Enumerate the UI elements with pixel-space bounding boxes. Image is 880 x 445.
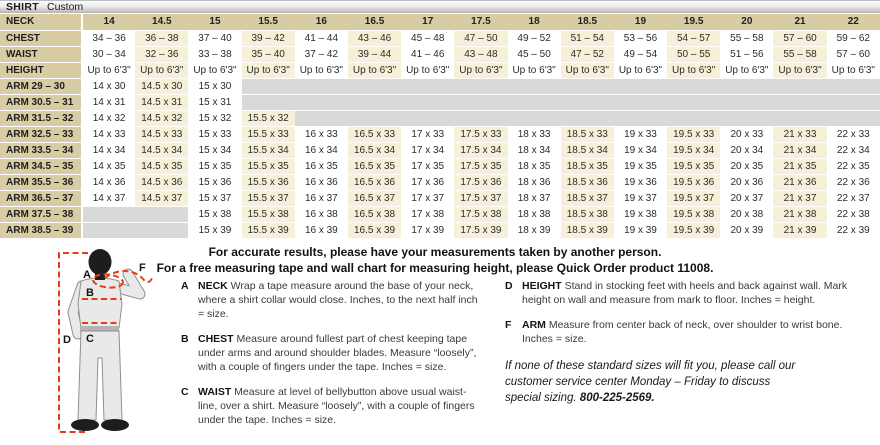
empty-cell — [773, 110, 826, 126]
size-cell: 17 x 34 — [401, 142, 454, 158]
size-table-row — [0, 78, 880, 94]
measuring-instructions-section — [0, 240, 880, 445]
size-cell: Up to 6'3" — [720, 62, 773, 78]
size-cell: 19.5 x 35 — [667, 158, 720, 174]
figure-label-arm: F — [139, 261, 146, 274]
size-cell: 50 – 55 — [667, 46, 720, 62]
row-label: ARM 34.5 – 35 — [0, 158, 82, 174]
size-cell: 19.5 x 38 — [667, 206, 720, 222]
size-cell: Up to 6'3" — [188, 62, 241, 78]
size-cell: 37 – 42 — [295, 46, 348, 62]
size-cell: 14 x 37 — [82, 190, 135, 206]
size-cell: 16.5 x 37 — [348, 190, 401, 206]
size-cell: 49 – 54 — [614, 46, 667, 62]
size-cell: 14.5 x 37 — [135, 190, 188, 206]
size-cell: 22 x 36 — [827, 174, 880, 190]
intro-line-2: For a free measuring tape and wall chart for measuring height, please Quick Order product 11008. — [156, 260, 714, 275]
figure-label-neck: A — [83, 268, 91, 281]
instruction-text: Measure around fullest part of chest keeping tape under arms and around shoulder blades. Measure “loosely”, with a couple of fingers under the tape. Inches = size. — [198, 332, 477, 373]
size-cell: 16 x 34 — [295, 142, 348, 158]
size-cell: 18.5 x 37 — [561, 190, 614, 206]
size-cell: 15 x 35 — [188, 158, 241, 174]
size-cell: 14 x 30 — [82, 78, 135, 94]
size-cell: 15.5 x 36 — [242, 174, 295, 190]
size-cell: Up to 6'3" — [135, 62, 188, 78]
size-cell: 59 – 62 — [827, 30, 880, 46]
size-cell: 14.5 x 30 — [135, 78, 188, 94]
empty-cell — [295, 78, 348, 94]
special-sizing-note — [505, 358, 800, 406]
instruction-term: WAIST — [198, 385, 235, 398]
empty-cell — [667, 94, 720, 110]
size-cell: 14 x 35 — [82, 158, 135, 174]
size-cell: 16 x 37 — [295, 190, 348, 206]
size-cell: 14 x 34 — [82, 142, 135, 158]
size-cell: 15.5 x 37 — [242, 190, 295, 206]
size-cell: 17 x 39 — [401, 222, 454, 238]
size-cell: 18.5 x 33 — [561, 126, 614, 142]
size-cell: 20 x 33 — [720, 126, 773, 142]
empty-cell — [295, 110, 348, 126]
size-cell: 21 x 37 — [773, 190, 826, 206]
instruction-letter: B — [181, 332, 189, 345]
size-cell: 15 x 30 — [188, 78, 241, 94]
size-cell: 16.5 x 33 — [348, 126, 401, 142]
size-cell: 19.5 x 33 — [667, 126, 720, 142]
neck-size-header: 21 — [773, 14, 826, 30]
figure-label-waist: C — [86, 332, 94, 345]
size-cell: 20 x 36 — [720, 174, 773, 190]
size-cell: 14.5 x 36 — [135, 174, 188, 190]
size-cell: 17 x 36 — [401, 174, 454, 190]
size-cell: 15 x 38 — [188, 206, 241, 222]
size-cell: 21 x 33 — [773, 126, 826, 142]
size-cell: 18 x 35 — [508, 158, 561, 174]
empty-cell — [295, 94, 348, 110]
size-table-row — [0, 62, 880, 78]
size-cell: 18 x 37 — [508, 190, 561, 206]
empty-cell — [827, 110, 880, 126]
size-cell: 15 x 34 — [188, 142, 241, 158]
size-cell: Up to 6'3" — [561, 62, 614, 78]
size-cell: Up to 6'3" — [295, 62, 348, 78]
size-cell: 15 x 32 — [188, 110, 241, 126]
size-cell: 16 x 38 — [295, 206, 348, 222]
empty-cell — [667, 110, 720, 126]
size-cell: 17.5 x 36 — [454, 174, 507, 190]
empty-cell — [561, 110, 614, 126]
neck-size-header: 16.5 — [348, 14, 401, 30]
empty-cell — [348, 94, 401, 110]
size-table-row — [0, 142, 880, 158]
size-cell: Up to 6'3" — [667, 62, 720, 78]
size-table-row — [0, 158, 880, 174]
size-cell: 15.5 x 39 — [242, 222, 295, 238]
size-table-row — [0, 174, 880, 190]
instruction-text: Stand in stocking feet with heels and back against wall. Mark height on wall and measure from mark to floor. Inches = height. — [522, 279, 848, 306]
row-label: ARM 32.5 – 33 — [0, 126, 82, 142]
neck-size-header: 14.5 — [135, 14, 188, 30]
size-table-row — [0, 206, 880, 222]
figure-waistband — [80, 326, 119, 331]
instruction-text: Measure at level of bellybutton above usual waist-line, over a shirt. Measure “loosely”, with a couple of fingers under the tape. Inches = size. — [198, 385, 475, 426]
size-cell: 18.5 x 39 — [561, 222, 614, 238]
row-label: HEIGHT — [0, 62, 82, 78]
size-cell: 17.5 x 35 — [454, 158, 507, 174]
size-cell: 21 x 38 — [773, 206, 826, 222]
size-cell: 41 – 46 — [401, 46, 454, 62]
definitions-column-right — [505, 279, 873, 406]
empty-cell — [827, 94, 880, 110]
measurement-instruction-waist — [181, 385, 483, 427]
instruction-letter: C — [181, 385, 189, 398]
empty-cell — [773, 78, 826, 94]
empty-cell — [348, 110, 401, 126]
size-cell: 17 x 38 — [401, 206, 454, 222]
size-cell: 53 – 56 — [614, 30, 667, 46]
figure-right-shoe — [101, 419, 129, 431]
neck-size-header: 20 — [720, 14, 773, 30]
size-table-row — [0, 94, 880, 110]
size-cell: 34 – 36 — [82, 30, 135, 46]
size-cell: 21 x 36 — [773, 174, 826, 190]
size-cell: 19 x 34 — [614, 142, 667, 158]
size-cell: 15.5 x 33 — [242, 126, 295, 142]
size-cell: 16 x 35 — [295, 158, 348, 174]
size-cell: 17 x 37 — [401, 190, 454, 206]
size-cell: 15 x 31 — [188, 94, 241, 110]
size-cell: 20 x 34 — [720, 142, 773, 158]
size-cell: 17.5 x 39 — [454, 222, 507, 238]
size-cell: 22 x 35 — [827, 158, 880, 174]
size-cell: 14.5 x 31 — [135, 94, 188, 110]
empty-cell — [827, 78, 880, 94]
size-cell: 45 – 48 — [401, 30, 454, 46]
size-cell: 22 x 33 — [827, 126, 880, 142]
size-cell: 55 – 58 — [773, 46, 826, 62]
size-cell: 14 x 32 — [82, 110, 135, 126]
size-cell: 43 – 46 — [348, 30, 401, 46]
neck-size-header: 15.5 — [242, 14, 295, 30]
measurement-instruction-chest — [181, 332, 483, 374]
size-cell: 16 x 36 — [295, 174, 348, 190]
size-cell: 19 x 36 — [614, 174, 667, 190]
size-cell: 19 x 37 — [614, 190, 667, 206]
instruction-text: Wrap a tape measure around the base of your neck, where a shirt collar would close. Inches, to the next half inch = size. — [198, 279, 478, 320]
size-cell: 14 x 36 — [82, 174, 135, 190]
empty-cell — [614, 110, 667, 126]
measurement-instruction-height — [505, 279, 873, 307]
size-cell: 30 – 34 — [82, 46, 135, 62]
empty-cell — [561, 94, 614, 110]
neck-size-header: 18 — [508, 14, 561, 30]
size-cell: 43 – 48 — [454, 46, 507, 62]
neck-row-label: NECK — [0, 14, 82, 30]
instruction-term: CHEST — [198, 332, 237, 345]
size-cell: 14.5 x 33 — [135, 126, 188, 142]
size-cell: 35 – 40 — [242, 46, 295, 62]
size-cell: 41 – 44 — [295, 30, 348, 46]
size-cell: Up to 6'3" — [827, 62, 880, 78]
empty-cell — [454, 94, 507, 110]
size-cell: 19.5 x 36 — [667, 174, 720, 190]
size-cell: 16.5 x 36 — [348, 174, 401, 190]
neck-size-header: 16 — [295, 14, 348, 30]
size-cell: 18 x 38 — [508, 206, 561, 222]
size-cell: Up to 6'3" — [508, 62, 561, 78]
size-cell: 17.5 x 38 — [454, 206, 507, 222]
customer-service-phone: 800-225-2569. — [579, 391, 655, 404]
size-cell: 55 – 58 — [720, 30, 773, 46]
empty-cell — [720, 78, 773, 94]
empty-cell — [614, 78, 667, 94]
size-cell: 15.5 x 32 — [242, 110, 295, 126]
empty-cell — [135, 206, 188, 222]
size-cell: 22 x 34 — [827, 142, 880, 158]
empty-cell — [242, 78, 295, 94]
empty-cell — [82, 222, 135, 238]
row-label: ARM 30.5 – 31 — [0, 94, 82, 110]
empty-cell — [348, 78, 401, 94]
row-label: ARM 36.5 – 37 — [0, 190, 82, 206]
size-table-row — [0, 190, 880, 206]
table-subtitle: Custom — [47, 1, 84, 13]
size-cell: 15 x 37 — [188, 190, 241, 206]
row-label: ARM 35.5 – 36 — [0, 174, 82, 190]
size-cell: Up to 6'3" — [454, 62, 507, 78]
size-cell: 54 – 57 — [667, 30, 720, 46]
empty-cell — [82, 206, 135, 222]
empty-cell — [508, 110, 561, 126]
figure-pants — [78, 331, 122, 420]
size-cell: 18 x 34 — [508, 142, 561, 158]
empty-cell — [773, 94, 826, 110]
empty-cell — [242, 94, 295, 110]
definitions-column-left — [181, 279, 483, 438]
neck-size-header: 17.5 — [454, 14, 507, 30]
size-cell: 16.5 x 34 — [348, 142, 401, 158]
size-cell: 47 – 52 — [561, 46, 614, 62]
intro-text — [100, 244, 770, 276]
empty-cell — [135, 222, 188, 238]
instruction-letter: A — [181, 279, 189, 292]
instruction-term: HEIGHT — [522, 279, 565, 292]
size-cell: 39 – 42 — [242, 30, 295, 46]
size-cell: 20 x 38 — [720, 206, 773, 222]
size-cell: 17 x 33 — [401, 126, 454, 142]
size-cell: Up to 6'3" — [401, 62, 454, 78]
size-cell: 51 – 56 — [720, 46, 773, 62]
neck-size-header: 19 — [614, 14, 667, 30]
size-cell: 19 x 39 — [614, 222, 667, 238]
instruction-term: NECK — [198, 279, 231, 292]
size-cell: 18.5 x 35 — [561, 158, 614, 174]
row-label: ARM 33.5 – 34 — [0, 142, 82, 158]
size-table-row — [0, 46, 880, 62]
size-cell: 19 x 35 — [614, 158, 667, 174]
row-label: ARM 38.5 – 39 — [0, 222, 82, 238]
size-cell: 19.5 x 37 — [667, 190, 720, 206]
size-cell: 21 x 35 — [773, 158, 826, 174]
size-cell: 19.5 x 34 — [667, 142, 720, 158]
special-sizing-text: If none of these standard sizes will fit you, please call our customer service center Monday – Friday to discuss special sizing. — [505, 359, 796, 404]
empty-cell — [401, 110, 454, 126]
table-title-bar — [0, 0, 880, 14]
size-cell: 33 – 38 — [188, 46, 241, 62]
size-cell: 21 x 34 — [773, 142, 826, 158]
size-cell: 57 – 60 — [773, 30, 826, 46]
size-cell: 15 x 36 — [188, 174, 241, 190]
neck-size-header: 15 — [188, 14, 241, 30]
row-label: ARM 37.5 – 38 — [0, 206, 82, 222]
size-cell: 17.5 x 33 — [454, 126, 507, 142]
size-cell: Up to 6'3" — [614, 62, 667, 78]
instruction-letter: D — [505, 279, 513, 292]
size-cell: 22 x 37 — [827, 190, 880, 206]
size-cell: 51 – 54 — [561, 30, 614, 46]
intro-line-1: For accurate results, please have your measurements taken by another person. — [208, 244, 662, 259]
table-title: SHIRT — [6, 1, 39, 13]
size-cell: 18.5 x 38 — [561, 206, 614, 222]
size-table-row — [0, 126, 880, 142]
size-cell: 14 x 33 — [82, 126, 135, 142]
size-cell: 22 x 38 — [827, 206, 880, 222]
size-cell: 15 x 33 — [188, 126, 241, 142]
size-cell: 36 – 38 — [135, 30, 188, 46]
size-cell: 14.5 x 35 — [135, 158, 188, 174]
size-cell: 14.5 x 32 — [135, 110, 188, 126]
row-label: WAIST — [0, 46, 82, 62]
size-cell: 18.5 x 34 — [561, 142, 614, 158]
size-cell: Up to 6'3" — [82, 62, 135, 78]
size-cell: Up to 6'3" — [773, 62, 826, 78]
size-cell: 19 x 33 — [614, 126, 667, 142]
size-table-row — [0, 110, 880, 126]
size-cell: Up to 6'3" — [242, 62, 295, 78]
empty-cell — [614, 94, 667, 110]
size-cell: 17.5 x 34 — [454, 142, 507, 158]
instruction-text: Measure from center back of neck, over shoulder to wrist bone. Inches = size. — [522, 318, 843, 345]
empty-cell — [454, 110, 507, 126]
size-cell: 47 – 50 — [454, 30, 507, 46]
size-cell: 14.5 x 34 — [135, 142, 188, 158]
empty-cell — [508, 78, 561, 94]
size-table-row — [0, 30, 880, 46]
figure-label-height: D — [63, 333, 71, 346]
empty-cell — [401, 94, 454, 110]
neck-size-header: 22 — [827, 14, 880, 30]
measurement-instruction-neck — [181, 279, 483, 321]
empty-cell — [720, 110, 773, 126]
size-cell: 18 x 33 — [508, 126, 561, 142]
size-cell: 18.5 x 36 — [561, 174, 614, 190]
row-label: ARM 31.5 – 32 — [0, 110, 82, 126]
size-cell: 19.5 x 39 — [667, 222, 720, 238]
empty-cell — [401, 78, 454, 94]
size-cell: 21 x 39 — [773, 222, 826, 238]
size-cell: 20 x 39 — [720, 222, 773, 238]
size-cell: 17 x 35 — [401, 158, 454, 174]
size-cell: 20 x 35 — [720, 158, 773, 174]
size-cell: 22 x 39 — [827, 222, 880, 238]
size-cell: 18 x 39 — [508, 222, 561, 238]
size-cell: 16.5 x 38 — [348, 206, 401, 222]
figure-left-shoe — [71, 419, 99, 431]
size-cell: 14 x 31 — [82, 94, 135, 110]
size-cell: 57 – 60 — [827, 46, 880, 62]
size-cell: 32 – 36 — [135, 46, 188, 62]
neck-size-header: 14 — [82, 14, 135, 30]
size-cell: 19 x 38 — [614, 206, 667, 222]
size-cell: 15 x 39 — [188, 222, 241, 238]
empty-cell — [561, 78, 614, 94]
size-cell: 16.5 x 39 — [348, 222, 401, 238]
row-label: ARM 29 – 30 — [0, 78, 82, 94]
size-cell: 15.5 x 34 — [242, 142, 295, 158]
neck-size-header: 18.5 — [561, 14, 614, 30]
size-cell: 18 x 36 — [508, 174, 561, 190]
size-cell: 16 x 33 — [295, 126, 348, 142]
size-cell: 15.5 x 38 — [242, 206, 295, 222]
size-cell: Up to 6'3" — [348, 62, 401, 78]
empty-cell — [720, 94, 773, 110]
size-table-row — [0, 222, 880, 238]
figure-label-chest: B — [86, 286, 94, 299]
size-cell: 20 x 37 — [720, 190, 773, 206]
neck-size-header-row — [0, 14, 880, 30]
size-cell: 16.5 x 35 — [348, 158, 401, 174]
neck-size-header: 17 — [401, 14, 454, 30]
measurement-instruction-arm — [505, 318, 873, 346]
row-label: CHEST — [0, 30, 82, 46]
size-cell: 15.5 x 35 — [242, 158, 295, 174]
size-cell: 45 – 50 — [508, 46, 561, 62]
size-cell: 39 – 44 — [348, 46, 401, 62]
neck-size-header: 19.5 — [667, 14, 720, 30]
empty-cell — [508, 94, 561, 110]
size-grid — [0, 14, 880, 239]
empty-cell — [454, 78, 507, 94]
empty-cell — [667, 78, 720, 94]
size-cell: 37 – 40 — [188, 30, 241, 46]
size-cell: 49 – 52 — [508, 30, 561, 46]
instruction-letter: F — [505, 318, 512, 331]
size-cell: 17.5 x 37 — [454, 190, 507, 206]
size-cell: 16 x 39 — [295, 222, 348, 238]
instruction-term: ARM — [522, 318, 549, 331]
